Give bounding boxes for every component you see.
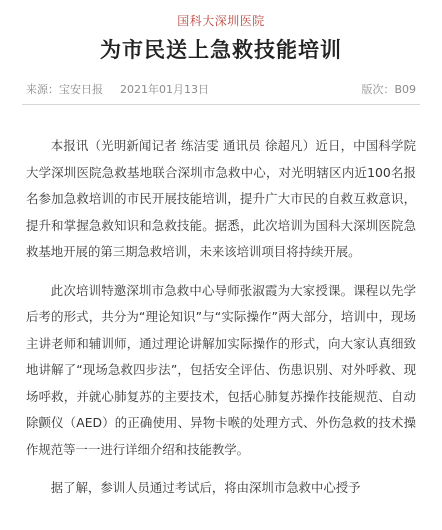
- meta-divider: [22, 104, 420, 105]
- hospital-kicker: 国科大深圳医院: [177, 14, 265, 28]
- article-paragraph-3: 据了解，参训人员通过考试后，将由深圳市急救中心授予: [50, 480, 361, 495]
- article-paragraph-1: 本报讯（光明新闻记者 练洁雯 通讯员 徐超凡）近日，中国科学院大学深圳医院急救基地联合深圳市急救中心，对光明辖区内近100名报名参加急救培训的市民开展技能培训，提升广大市民的自救互救意识，提升和掌握急救知识和急救技能。据悉，此次培训为国科大深圳医院急救基地开展的第三期急救培训，未来该培训项目将持续开展。: [26, 138, 416, 259]
- edition-label: 版次：B09: [361, 83, 416, 96]
- article-body: [26, 133, 416, 514]
- source-label: 来源：宝安日报: [26, 83, 103, 96]
- article-title: 为市民送上急救技能培训: [100, 38, 342, 62]
- publish-date: 2021年01月13日: [120, 83, 209, 96]
- article-paragraph-2: 此次培训特邀深圳市急救中心导师张淑霞为大家授课。课程以先学后考的形式，共分为“理论知识”与“实际操作”两大部分，培训中，现场主讲老师和辅训师，通过理论讲解加实际操作的形式，向大家认真细致地讲解了“现场急救四步法”，包括安全评估、伤患识别、对外呼救、现场呼救，并就心肺复苏的主要技术，包括心肺复苏操作技能规范、自动除颤仪（AED）的正确使用、异物卡喉的处理方式、外伤急救的技术操作规范等一一进行详细介绍和技能教学。: [26, 282, 416, 457]
